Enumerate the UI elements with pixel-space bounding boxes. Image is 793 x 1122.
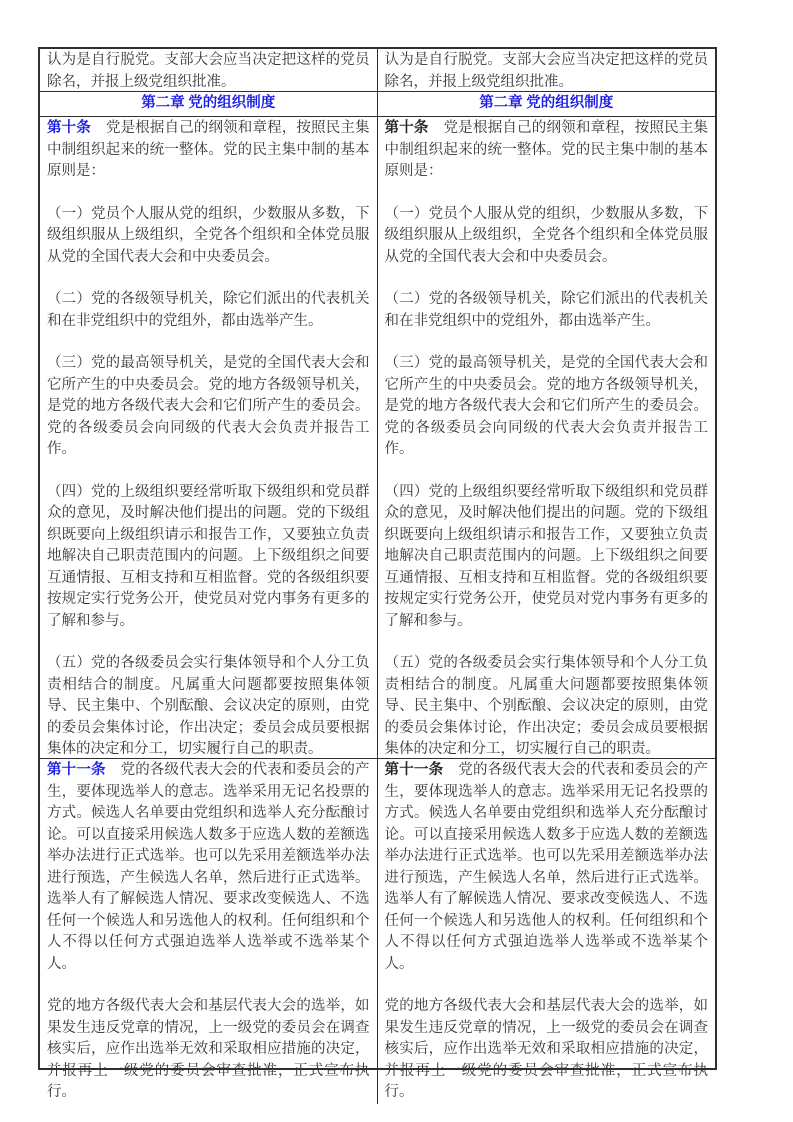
- article-10-intro: [385, 118, 709, 183]
- article-10-item-3: （三）党的最高领导机关，是党的全国代表大会和它所产生的中央委员会。党的地方各级领导机关，是党的地方各级代表大会和它们所产生的委员会。党的各级委员会向同级的代表大会负责并报告工作。: [47, 355, 370, 457]
- left-chapter-heading: [40, 92, 377, 117]
- article-10-label: 第十条: [384, 120, 429, 136]
- article-10-item-4: （四）党的上级组织要经常听取下级组织和党员群众的意见，及时解决他们提出的问题。党的下级组织既要向上级组织请示和报告工作，又要独立负责地解决自己职责范围内的问题。上下级组织之间要互通情报、互相支持和互相监督。党的各级组织要按规定实行党务公开，使党员对党内事务有更多的了解和参与。: [384, 483, 708, 629]
- article-11-para-1-text: 党的各级代表大会的代表和委员会的产生，要体现选举人的意志。选举采用无记名投票的方式。候选人名单要由党组织和选举人充分酝酿讨论。可以直接采用候选人数多于应选人数的差额选举办法进行正式选举。也可以先采用差额选举办法进行预选，产生候选人名单，然后进行正式选举。选举人有了解候选人情况、要求改变候选人、不选任何一个候选人和另选他人的权利。任何组织和个人不得以任何方式强迫选举人选举或不选举某个人。: [47, 762, 370, 972]
- article-10-item-5: （五）党的各级委员会实行集体领导和个人分工负责相结合的制度。凡属重大问题都要按照集体领导、民主集中、个别酝酿、会议决定的原则，由党的委员会集体讨论，作出决定；委员会成员要根据集体的决定和分工，切实履行自己的职责。: [384, 655, 708, 757]
- right-article-10-cell: [378, 117, 716, 759]
- article-11-para-1: [47, 760, 370, 975]
- article-10-intro-text: 党是根据自己的纲领和章程，按照民主集中制组织起来的统一整体。党的民主集中制的基本原则是：: [384, 120, 709, 179]
- article-10-item-2: （二）党的各级领导机关，除它们派出的代表机关和在非党组织中的党组外，都由选举产生。: [384, 291, 708, 329]
- right-article-11-cell: [378, 759, 716, 1104]
- article-10-intro-text: 党是根据自己的纲领和章程，按照民主集中制组织起来的统一整体。党的民主集中制的基本原则是：: [47, 120, 370, 179]
- right-row-continuation: [378, 49, 716, 92]
- continuation-paragraph: 认为是自行脱党。支部大会应当决定把这样的党员除名，并报上级党组织批准。: [384, 52, 708, 90]
- continuation-paragraph: 认为是自行脱党。支部大会应当决定把这样的党员除名，并报上级党组织批准。: [47, 52, 370, 90]
- left-article-10-cell: [40, 117, 377, 759]
- article-10-label: 第十条: [47, 120, 91, 136]
- comparison-table: [38, 47, 717, 1100]
- article-11-para-1-text: 党的各级代表大会的代表和委员会的产生，要体现选举人的意志。选举采用无记名投票的方式。候选人名单要由党组织和选举人充分酝酿讨论。可以直接采用候选人数多于应选人数的差额选举办法进行正式选举。也可以先采用差额选举办法进行预选，产生候选人名单，然后进行正式选举。选举人有了解候选人情况、要求改变候选人、不选任何一个候选人和另选他人的权利。任何组织和个人不得以任何方式强迫选举人选举或不选举某个人。: [384, 762, 709, 972]
- article-10-intro: [47, 118, 370, 183]
- article-10-item-1: （一）党员个人服从党的组织，少数服从多数，下级组织服从上级组织，全党各个组织和全体党员服从党的全国代表大会和中央委员会。: [384, 205, 708, 265]
- right-chapter-heading: [378, 92, 716, 117]
- right-column: [378, 49, 716, 1104]
- article-10-item-3: （三）党的最高领导机关，是党的全国代表大会和它所产生的中央委员会。党的地方各级领导机关，是党的地方各级代表大会和它们所产生的委员会。党的各级委员会向同级的代表大会负责并报告工作。: [384, 355, 708, 457]
- article-11-para-1: [385, 760, 709, 975]
- left-article-11-cell: [40, 759, 377, 1104]
- article-11-para-2: 党的地方各级代表大会和基层代表大会的选举，如果发生违反党章的情况，上一级党的委员会在调查核实后，应作出选举无效和采取相应措施的决定，并报再上一级党的委员会审查批准，正式宣布执行。: [47, 998, 370, 1100]
- article-11-label: 第十一条: [47, 762, 106, 778]
- left-row-continuation: [40, 49, 377, 92]
- article-10-item-1: （一）党员个人服从党的组织，少数服从多数，下级组织服从上级组织，全党各个组织和全体党员服从党的全国代表大会和中央委员会。: [47, 205, 370, 265]
- chapter-heading-text: 第二章 党的组织制度: [141, 95, 276, 112]
- article-11-para-2: 党的地方各级代表大会和基层代表大会的选举，如果发生违反党章的情况，上一级党的委员会在调查核实后，应作出选举无效和采取相应措施的决定，并报再上一级党的委员会审查批准，正式宣布执行。: [384, 998, 708, 1100]
- left-column: [40, 49, 378, 1104]
- chapter-heading-text: 第二章 党的组织制度: [479, 95, 614, 112]
- article-10-item-2: （二）党的各级领导机关，除它们派出的代表机关和在非党组织中的党组外，都由选举产生。: [47, 291, 370, 329]
- article-10-item-4: （四）党的上级组织要经常听取下级组织和党员群众的意见，及时解决他们提出的问题。党的下级组织既要向上级组织请示和报告工作，又要独立负责地解决自己职责范围内的问题。上下级组织之间要互通情报、互相支持和互相监督。党的各级组织要按规定实行党务公开，使党员对党内事务有更多的了解和参与。: [47, 483, 370, 629]
- article-11-label: 第十一条: [384, 762, 444, 778]
- article-10-item-5: （五）党的各级委员会实行集体领导和个人分工负责相结合的制度。凡属重大问题都要按照集体领导、民主集中、个别酝酿、会议决定的原则，由党的委员会集体讨论，作出决定；委员会成员要根据集体的决定和分工，切实履行自己的职责。: [47, 655, 370, 757]
